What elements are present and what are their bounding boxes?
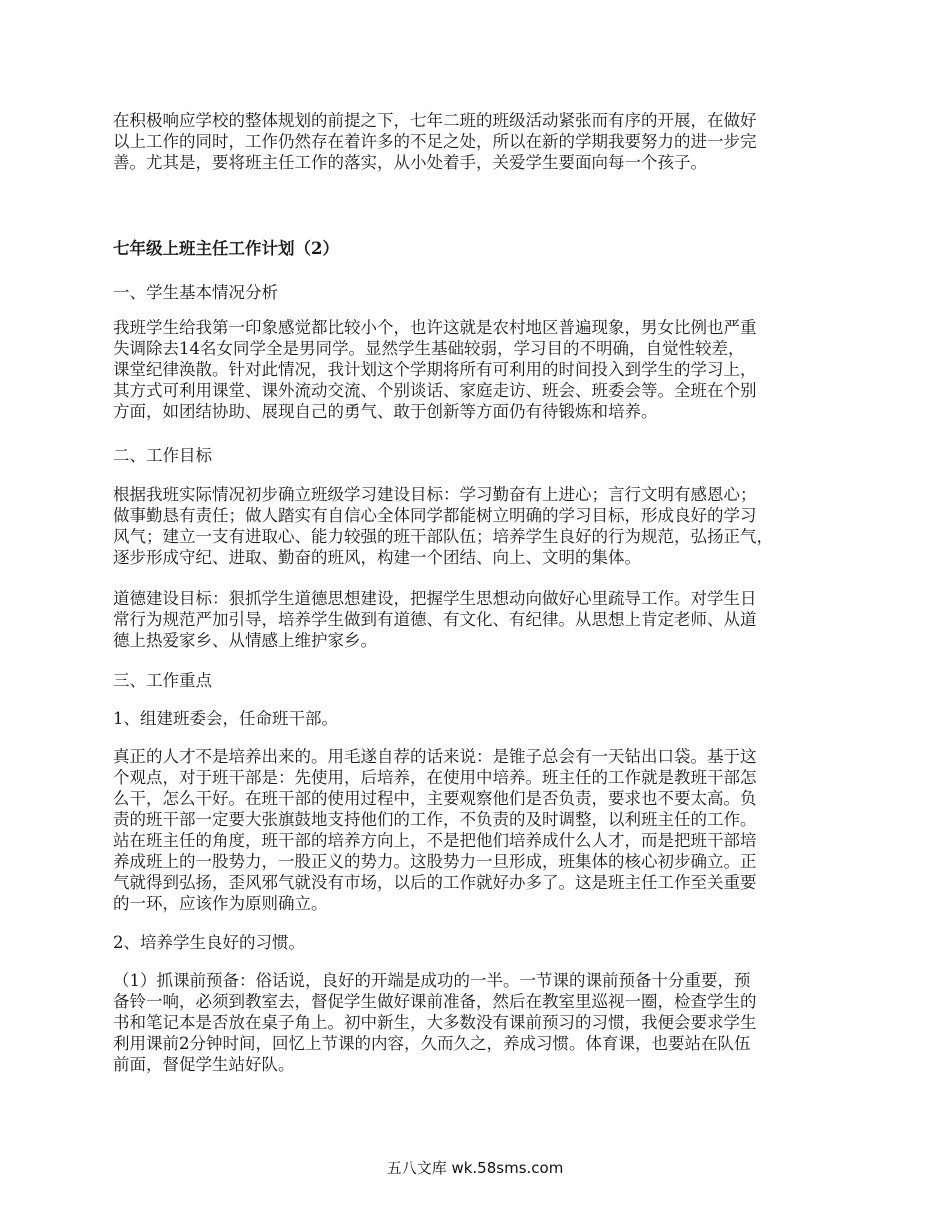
section3-item1-heading: 1、组建班委会，任命班干部。 xyxy=(113,709,338,728)
section3-item2-heading: 2、培养学生良好的习惯。 xyxy=(113,933,305,952)
section2-line: 德上热爱家乡、从情感上维护家乡。 xyxy=(113,631,377,650)
section3-line: （1）抓课前预备：俗话说，良好的开端是成功的一半。一节课的课前预备十分重要，预 xyxy=(113,971,751,990)
section3-line: 真正的人才不是培养出来的。用毛遂自荐的话来说：是锥子总会有一天钻出口袋。基于这 xyxy=(113,747,757,766)
document-title: 七年级上班主任工作计划（2） xyxy=(113,239,339,258)
intro-line: 善。尤其是，要将班主任工作的落实，从小处着手，关爱学生要面向每一个孩子。 xyxy=(113,153,707,172)
section1-heading: 一、学生基本情况分析 xyxy=(113,283,278,302)
section3-heading: 三、工作重点 xyxy=(113,671,212,690)
section2-line: 做事勤恳有责任；做人踏实有自信心全体同学都能树立明确的学习目标，形成良好的学习 xyxy=(113,506,757,525)
footer-watermark: 五八文库 wk.58sms.com xyxy=(386,1159,564,1177)
section2-paragraph-2 xyxy=(113,588,853,651)
intro-line: 在积极响应学校的整体规划的前提之下，七年二班的班级活动紧张而有序的开展，在做好 xyxy=(113,111,757,130)
section3-line: 前面，督促学生站好队。 xyxy=(113,1055,295,1074)
section1-line: 方面，如团结协助、展现自己的勇气、敢于创新等方面仍有待锻炼和培养。 xyxy=(113,402,658,421)
section1-line: 我班学生给我第一印象感觉都比较小个，也许这就是农村地区普遍现象，男女比例也严重 xyxy=(113,318,757,337)
section1-line: 失调除去14名女同学全是男同学。显然学生基础较弱，学习目的不明确，自觉性较差， xyxy=(113,339,745,358)
section3-line: 个观点，对于班干部是：先使用，后培养，在使用中培养。班主任的工作就是教班干部怎 xyxy=(113,768,757,787)
section3-line: 气就得到弘扬，歪风邪气就没有市场，以后的工作就好办多了。这是班主任工作至关重要 xyxy=(113,873,757,892)
section2-line: 常行为规范严加引导，培养学生做到有道德、有文化、有纪律。从思想上肯定老师、从道 xyxy=(113,610,757,629)
section2-line: 根据我班实际情况初步确立班级学习建设目标：学习勤奋有上进心；言行文明有感恩心； xyxy=(113,485,757,504)
section3-item2-paragraph xyxy=(113,970,853,1075)
section2-line: 逐步形成守纪、进取、勤奋的班风，构建一个团结、向上、文明的集体。 xyxy=(113,548,641,567)
section2-line: 风气；建立一支有进取心、能力较强的班干部队伍；培养学生良好的行为规范，弘扬正气， xyxy=(113,527,773,546)
section3-line: 书和笔记本是否放在桌子角上。初中新生，大多数没有课前预习的习惯，我便会要求学生 xyxy=(113,1013,757,1032)
intro-paragraph xyxy=(113,110,853,173)
section3-line: 站在班主任的角度，班干部的培养方向上，不是把他们培养成什么人才，而是把班干部培 xyxy=(113,831,757,850)
section3-line: 备铃一响，必须到教室去，督促学生做好课前准备，然后在教室里巡视一圈，检查学生的 xyxy=(113,992,757,1011)
section3-line: 养成班上的一股势力，一股正义的势力。这股势力一旦形成，班集体的核心初步确立。正 xyxy=(113,852,757,871)
section3-line: 的一环，应该作为原则确立。 xyxy=(113,894,328,913)
section3-line: 责的班干部一定要大张旗鼓地支持他们的工作，不负责的及时调整，以利班主任的工作。 xyxy=(113,810,757,829)
section3-line: 利用课前2分钟时间，回忆上节课的内容，久而久之，养成习惯。体育课，也要站在队伍 xyxy=(113,1034,751,1053)
section3-line: 么干，怎么干好。在班干部的使用过程中，主要观察他们是否负责，要求也不要太高。负 xyxy=(113,789,757,808)
section3-item1-paragraph xyxy=(113,746,853,914)
section2-heading: 二、工作目标 xyxy=(113,446,212,465)
section2-line: 道德建设目标：狠抓学生道德思想建设，把握学生思想动向做好心里疏导工作。对学生日 xyxy=(113,589,757,608)
section1-line: 其方式可利用课堂、课外流动交流、个别谈话、家庭走访、班会、班委会等。全班在个别 xyxy=(113,381,757,400)
section2-paragraph-1 xyxy=(113,484,853,568)
section1-paragraph xyxy=(113,317,853,422)
intro-line: 以上工作的同时，工作仍然存在着许多的不足之处，所以在新的学期我要努力的进一步完 xyxy=(113,132,757,151)
section1-line: 课堂纪律涣散。针对此情况，我计划这个学期将所有可利用的时间投入到学生的学习上， xyxy=(113,360,757,379)
